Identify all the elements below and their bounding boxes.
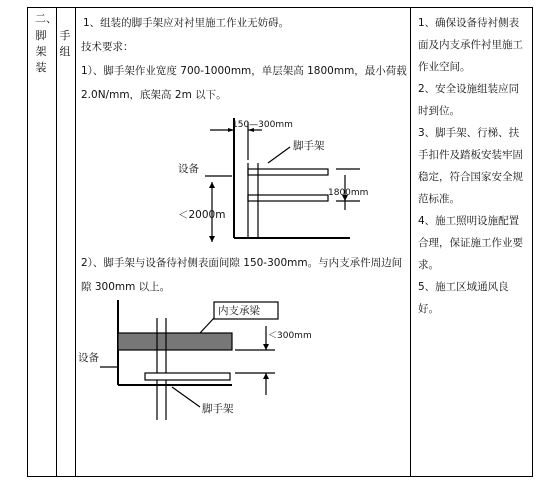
req-2-line-2: 隙 300mm 以上。 xyxy=(81,281,171,293)
requirements-list xyxy=(418,12,526,320)
req-2-line-1: 2）、脚手架与设备待衬侧表面间隙 150-300mm。与内支承件周边间 xyxy=(81,257,403,269)
support-beam-label: 内支承梁 xyxy=(218,305,260,317)
requirement-item: 5、施工区域通风良好。 xyxy=(418,281,509,315)
scaffold-label-2: 脚手架 xyxy=(202,403,234,415)
section-char: 装 xyxy=(35,61,47,74)
leader-support xyxy=(200,318,214,333)
equipment-label-2: 设备 xyxy=(78,352,99,364)
section-char: 脚 xyxy=(35,29,47,42)
requirement-item: 2、安全设施组装应同时到位。 xyxy=(418,83,520,117)
arrowhead xyxy=(263,344,269,350)
equipment-label: 设备 xyxy=(178,163,199,175)
support-beam xyxy=(118,333,232,350)
leader-scaffold-2 xyxy=(172,387,200,407)
requirement-item: 3、脚手架、行梯、扶手扣件及踏板安装牢固稳定，符合国家安全规范标准。 xyxy=(418,127,523,205)
arrowhead xyxy=(263,373,269,379)
dim-gap-label: ＜300mm xyxy=(268,331,312,341)
section-char: 架 xyxy=(35,45,47,58)
requirement-item: 1、确保设备待衬侧表面及内支承件衬里施工作业空间。 xyxy=(418,17,523,73)
req-1-line-2: 2.0N/mm，底架高 2m 以下。 xyxy=(81,89,227,101)
arrowhead xyxy=(209,182,215,188)
leader-scaffold xyxy=(268,147,290,163)
arrowhead xyxy=(209,236,215,242)
section-number: 二、 xyxy=(35,12,57,25)
dim-top-label: 150—300mm xyxy=(232,120,293,130)
item-1-text: 1、组装的脚手架应对衬里施工作业无妨碍。 xyxy=(83,17,290,29)
scaffold-plank-2 xyxy=(145,373,230,380)
scaffold-plank xyxy=(248,195,328,201)
scaffold-plank xyxy=(248,169,328,175)
tech-req-heading: 技术要求： xyxy=(81,41,134,53)
requirement-item: 4、施工照明设施配置合理，保证施工作业要求。 xyxy=(418,215,523,271)
section-char: 手 xyxy=(59,29,71,42)
dim-base-label: ＜2000m xyxy=(178,209,226,221)
req-1-line-1: 1）、脚手架作业宽度 700-1000mm，单层架高 1800mm，最小荷载 xyxy=(81,65,407,77)
dim-height-label: 1800mm xyxy=(328,188,369,198)
scaffold-label: 脚手架 xyxy=(293,140,325,152)
section-char: 组 xyxy=(59,45,71,58)
